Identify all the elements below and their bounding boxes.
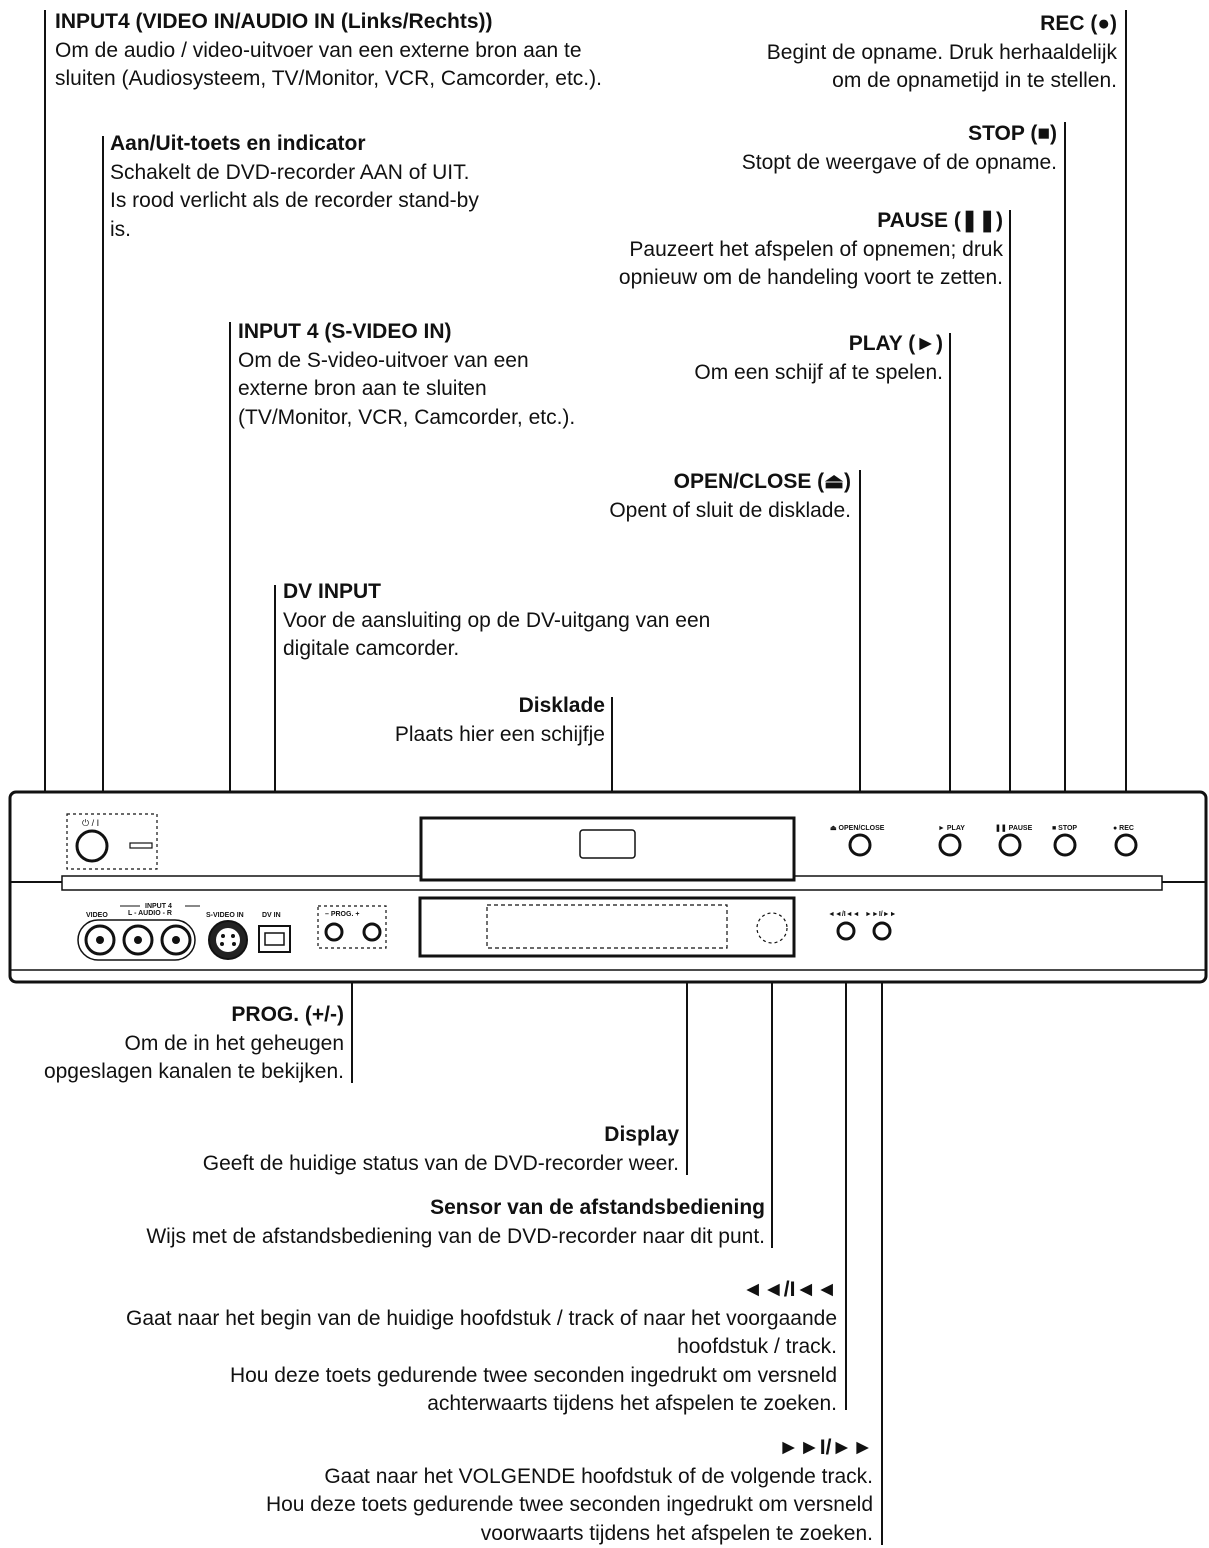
stop-mark: ■ STOP [1052,825,1078,832]
fwd-button[interactable] [874,923,890,939]
power-mark: ⏻ / I [82,818,100,828]
label-pause: PAUSE (❚❚) Pauzeert het afspelen of opnemen; druk opnieuw om de handeling voort te zetten. [618,209,1003,289]
label-display: Display Geeft de huidige status van de DVD-recorder weer. [202,1123,679,1175]
label-svideo: INPUT 4 (S-VIDEO IN) Om de S-video-uitvoer van een externe bron aan te sluiten (TV/Monitor, VCR, Camcorder, etc.). [238,320,576,429]
pause-mark: ❚❚ PAUSE [995,825,1033,832]
video-mark: VIDEO [86,912,108,919]
label-stop: STOP (■) Stopt de weergave of de opname. [741,122,1057,174]
disc-tray-slot [580,830,635,858]
audio-l-jack[interactable] [124,926,152,954]
prog-minus-button[interactable] [326,924,342,940]
svideo-in-jack[interactable] [209,921,247,959]
label-rewind-skip-back: ◄◄/I◄◄ Gaat naar het begin van de huidige hoofdstuk / track of naar het voorgaande hoofdstuk / track. Hou deze toets gedurende twee seconden ingedrukt om versneld achterwaarts tijdens het afspelen te zoeken. [126,1278,837,1415]
dv-mark: DV IN [262,912,281,919]
rec-mark: ● REC [1113,825,1134,832]
pause-button[interactable] [1000,835,1020,855]
audio-mark: L - AUDIO - R [128,910,172,917]
open-close-mark: ⏏ OPEN/CLOSE [830,825,885,832]
label-prog: PROG. (+/-) Om de in het geheugen opgeslagen kanalen te bekijken. [43,1003,344,1083]
prog-plus-button[interactable] [364,924,380,940]
label-dv: DV INPUT Voor de aansluiting op de DV-uitgang van een digitale camcorder. [283,580,711,660]
open-close-button[interactable] [850,835,870,855]
label-skip-forward: ►►I/►► Gaat naar het VOLGENDE hoofdstuk of de volgende track. Hou deze toets gedurende twee seconden ingedrukt om versneld voorwaarts tijdens het afspelen te zoeken. [265,1436,873,1545]
input4-group-mark: INPUT 4 [145,903,172,910]
label-rec: REC (●) Begint de opname. Druk herhaaldelijk om de opnametijd in te stellen. [766,12,1117,92]
label-open-close: OPEN/CLOSE (⏏) Opent of sluit de disklade. [609,470,851,522]
video-in-jack[interactable] [86,926,114,954]
label-play: PLAY (►) Om een schijf af te spelen. [694,332,943,384]
play-mark: ► PLAY [938,825,965,832]
audio-r-jack[interactable] [162,926,190,954]
rew-button[interactable] [838,923,854,939]
label-power: Aan/Uit-toets en indicator Schakelt de DVD-recorder AAN of UIT. Is rood verlicht als de recorder stand-by is. [110,132,479,241]
rew-mark: ◄◄/I◄◄ [828,911,860,918]
prog-mark: – PROG. + [325,911,360,918]
play-button[interactable] [940,835,960,855]
label-input4-av: INPUT4 (VIDEO IN/AUDIO IN (Links/Rechts)) Om de audio / video-uitvoer van een externe bron aan te sluiten (Audiosysteem, TV/Monitor, VCR, Camcorder, etc.). [55,10,602,90]
svideo-mark: S-VIDEO IN [206,912,244,919]
display-window [420,898,794,956]
standby-indicator [130,843,152,848]
label-sensor: Sensor van de afstandsbediening Wijs met de afstandsbediening van de DVD-recorder naar dit punt. [146,1196,765,1248]
rec-button[interactable] [1116,835,1136,855]
stop-button[interactable] [1055,835,1075,855]
power-button[interactable] [77,831,107,861]
label-disc: Disklade Plaats hier een schijfje [394,694,605,746]
fwd-mark: ►►I/►► [865,911,897,918]
dv-in-port[interactable] [259,926,290,952]
